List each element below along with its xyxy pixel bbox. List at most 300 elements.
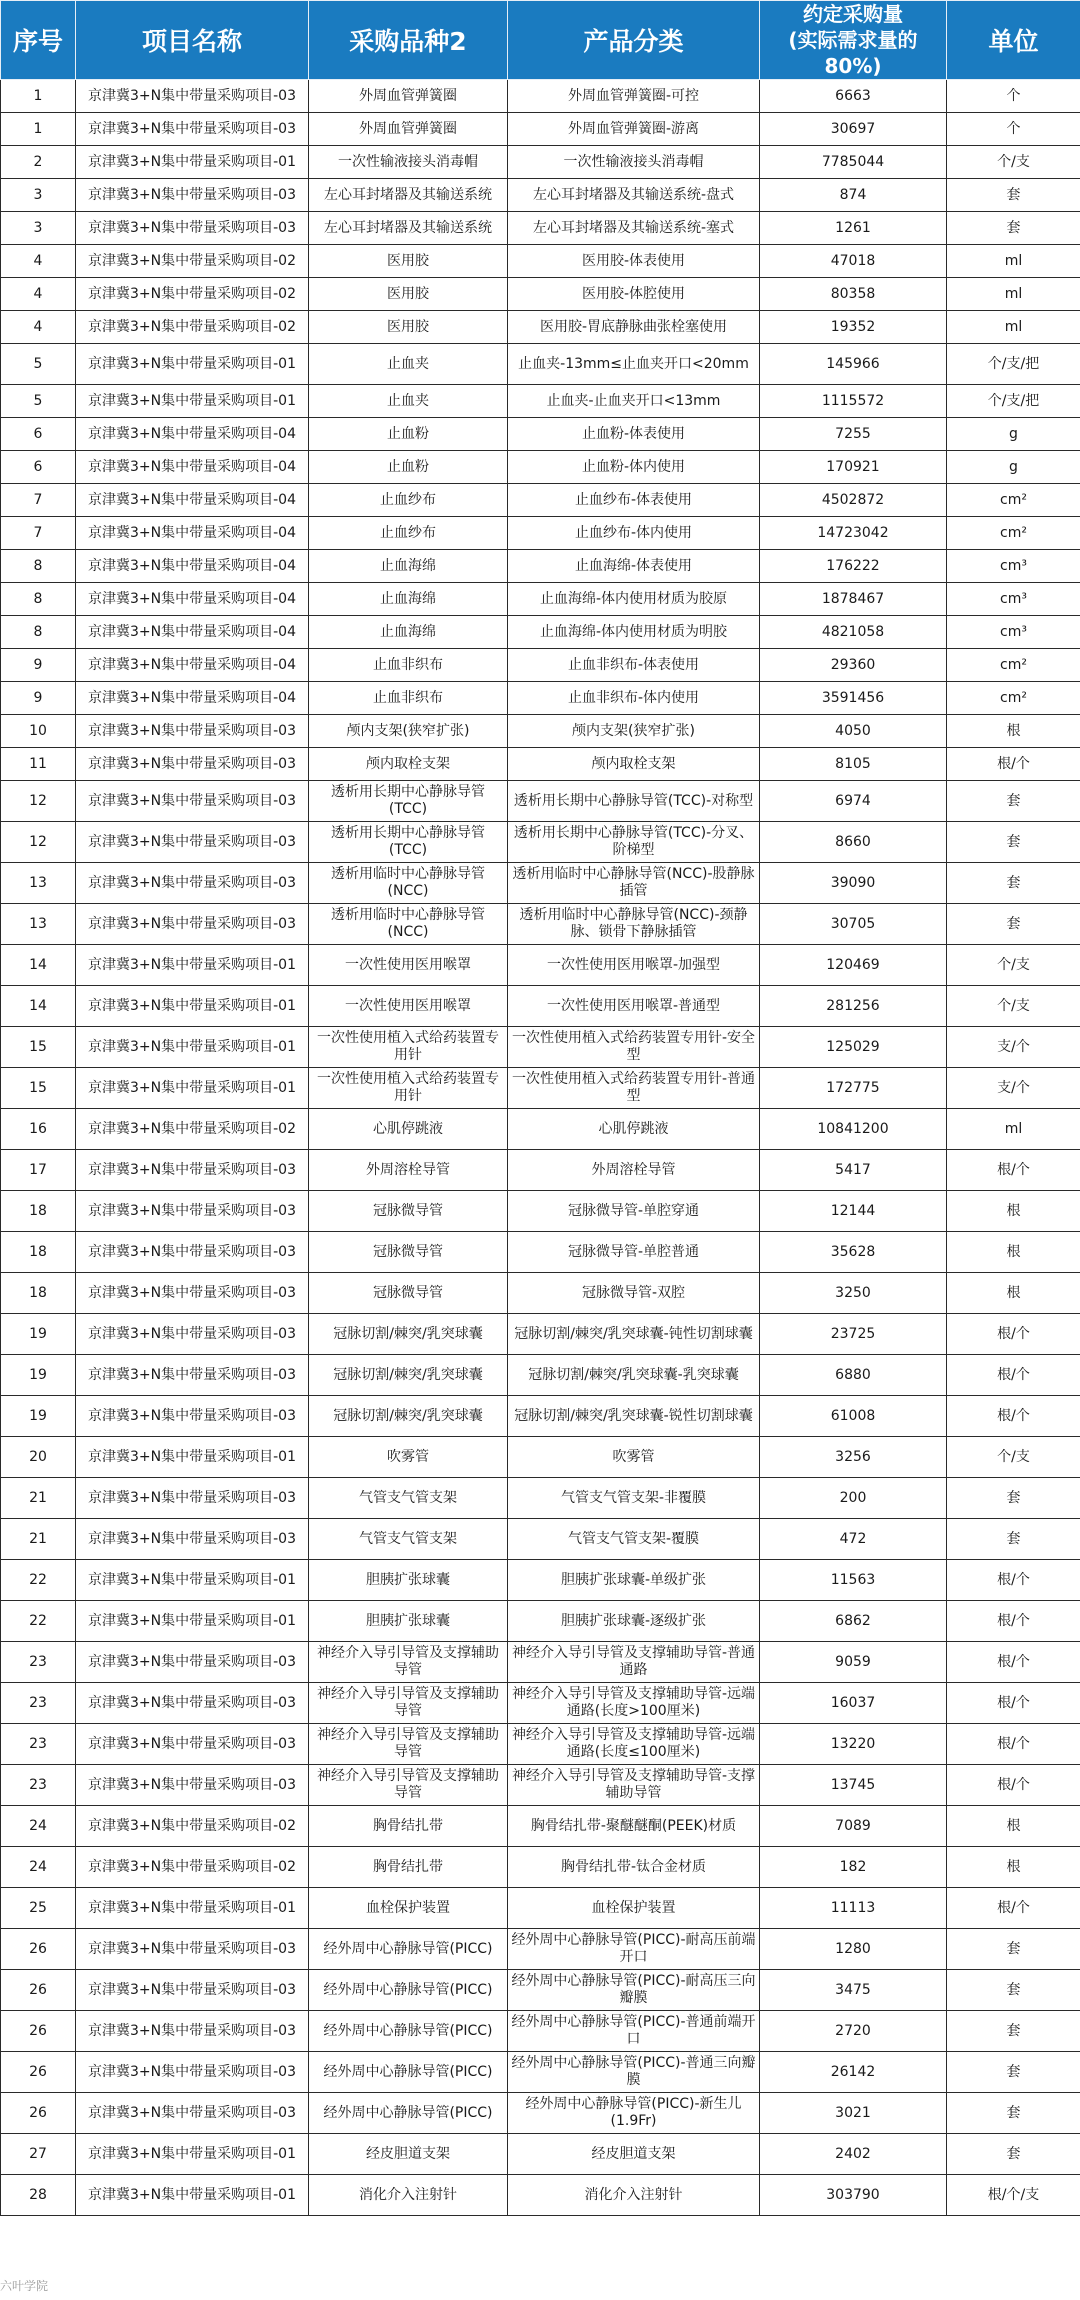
cell-seq: 3: [1, 179, 76, 212]
table-row: [1, 2093, 1080, 2134]
cell-unit: ml: [947, 1109, 1080, 1150]
cell-project: 京津冀3+N集中带量采购项目-03: [76, 748, 309, 781]
cell-seq: 4: [1, 245, 76, 278]
cell-category: 止血海绵-体内使用材质为胶原: [508, 583, 760, 616]
table-row: [1, 2011, 1080, 2052]
cell-quantity: 30705: [760, 904, 947, 945]
cell-category: 一次性使用医用喉罩-普通型: [508, 986, 760, 1027]
cell-project: 京津冀3+N集中带量采购项目-03: [76, 1191, 309, 1232]
cell-seq: 23: [1, 1642, 76, 1683]
cell-quantity: 281256: [760, 986, 947, 1027]
cell-project: 京津冀3+N集中带量采购项目-01: [76, 385, 309, 418]
cell-variety: 止血纱布: [309, 517, 508, 550]
cell-seq: 23: [1, 1765, 76, 1806]
header-category: 产品分类: [508, 1, 760, 80]
cell-seq: 19: [1, 1396, 76, 1437]
cell-category: 左心耳封堵器及其输送系统-盘式: [508, 179, 760, 212]
cell-variety: 颅内取栓支架: [309, 748, 508, 781]
cell-seq: 17: [1, 1150, 76, 1191]
cell-category: 透析用长期中心静脉导管(TCC)-分叉、阶梯型: [508, 822, 760, 863]
cell-quantity: 472: [760, 1519, 947, 1560]
header-row: [1, 1, 1080, 80]
cell-quantity: 7089: [760, 1806, 947, 1847]
cell-unit: 根/个: [947, 1150, 1080, 1191]
cell-variety: 医用胶: [309, 311, 508, 344]
header-seq: 序号: [1, 1, 76, 80]
cell-project: 京津冀3+N集中带量采购项目-04: [76, 484, 309, 517]
cell-variety: 神经介入导引导管及支撑辅助导管: [309, 1683, 508, 1724]
cell-project: 京津冀3+N集中带量采购项目-02: [76, 278, 309, 311]
table-row: [1, 550, 1080, 583]
cell-category: 止血海绵-体表使用: [508, 550, 760, 583]
cell-project: 京津冀3+N集中带量采购项目-01: [76, 344, 309, 385]
cell-variety: 冠脉微导管: [309, 1273, 508, 1314]
cell-seq: 15: [1, 1027, 76, 1068]
cell-unit: cm³: [947, 616, 1080, 649]
cell-project: 京津冀3+N集中带量采购项目-04: [76, 583, 309, 616]
cell-quantity: 11113: [760, 1888, 947, 1929]
table-row: [1, 418, 1080, 451]
table-row: [1, 80, 1080, 113]
cell-category: 经外周中心静脉导管(PICC)-新生儿(1.9Fr): [508, 2093, 760, 2134]
cell-unit: 根: [947, 1191, 1080, 1232]
cell-seq: 14: [1, 986, 76, 1027]
table-row: [1, 1027, 1080, 1068]
cell-quantity: 4821058: [760, 616, 947, 649]
cell-quantity: 39090: [760, 863, 947, 904]
cell-unit: cm²: [947, 484, 1080, 517]
cell-seq: 6: [1, 418, 76, 451]
cell-project: 京津冀3+N集中带量采购项目-03: [76, 212, 309, 245]
cell-project: 京津冀3+N集中带量采购项目-01: [76, 146, 309, 179]
cell-project: 京津冀3+N集中带量采购项目-04: [76, 550, 309, 583]
cell-quantity: 172775: [760, 1068, 947, 1109]
cell-category: 止血非织布-体表使用: [508, 649, 760, 682]
cell-unit: 套: [947, 822, 1080, 863]
cell-project: 京津冀3+N集中带量采购项目-03: [76, 179, 309, 212]
cell-seq: 24: [1, 1806, 76, 1847]
cell-category: 一次性使用植入式给药装置专用针-普通型: [508, 1068, 760, 1109]
cell-unit: ml: [947, 245, 1080, 278]
cell-project: 京津冀3+N集中带量采购项目-03: [76, 1519, 309, 1560]
cell-quantity: 3591456: [760, 682, 947, 715]
watermark: 六叶学院: [0, 2279, 49, 2293]
cell-variety: 一次性使用医用喉罩: [309, 945, 508, 986]
cell-category: 止血粉-体内使用: [508, 451, 760, 484]
cell-category: 透析用临时中心静脉导管(NCC)-颈静脉、锁骨下静脉插管: [508, 904, 760, 945]
cell-variety: 神经介入导引导管及支撑辅助导管: [309, 1642, 508, 1683]
cell-project: 京津冀3+N集中带量采购项目-03: [76, 1683, 309, 1724]
cell-unit: 根/个: [947, 748, 1080, 781]
cell-project: 京津冀3+N集中带量采购项目-01: [76, 986, 309, 1027]
cell-unit: 套: [947, 2134, 1080, 2175]
table-row: [1, 517, 1080, 550]
table-row: [1, 212, 1080, 245]
cell-variety: 透析用临时中心静脉导管(NCC): [309, 863, 508, 904]
cell-category: 血栓保护装置: [508, 1888, 760, 1929]
cell-category: 颅内取栓支架: [508, 748, 760, 781]
cell-seq: 12: [1, 781, 76, 822]
table-row: [1, 1970, 1080, 2011]
cell-variety: 冠脉切割/棘突/乳突球囊: [309, 1355, 508, 1396]
cell-seq: 13: [1, 904, 76, 945]
cell-unit: 套: [947, 2011, 1080, 2052]
cell-unit: 根/个: [947, 1888, 1080, 1929]
cell-project: 京津冀3+N集中带量采购项目-03: [76, 2093, 309, 2134]
table-row: [1, 904, 1080, 945]
cell-seq: 24: [1, 1847, 76, 1888]
cell-quantity: 16037: [760, 1683, 947, 1724]
cell-seq: 28: [1, 2175, 76, 2216]
cell-variety: 气管支气管支架: [309, 1478, 508, 1519]
table-row: [1, 715, 1080, 748]
cell-variety: 左心耳封堵器及其输送系统: [309, 212, 508, 245]
header-unit: 单位: [947, 1, 1080, 80]
cell-variety: 经外周中心静脉导管(PICC): [309, 2093, 508, 2134]
cell-seq: 3: [1, 212, 76, 245]
cell-category: 止血海绵-体内使用材质为明胶: [508, 616, 760, 649]
cell-seq: 26: [1, 2011, 76, 2052]
cell-quantity: 11563: [760, 1560, 947, 1601]
cell-category: 医用胶-胃底静脉曲张栓塞使用: [508, 311, 760, 344]
cell-variety: 透析用临时中心静脉导管(NCC): [309, 904, 508, 945]
cell-quantity: 6880: [760, 1355, 947, 1396]
cell-category: 医用胶-体腔使用: [508, 278, 760, 311]
cell-unit: 个: [947, 80, 1080, 113]
cell-category: 医用胶-体表使用: [508, 245, 760, 278]
cell-variety: 止血非织布: [309, 649, 508, 682]
cell-seq: 2: [1, 146, 76, 179]
cell-seq: 14: [1, 945, 76, 986]
cell-seq: 26: [1, 2052, 76, 2093]
cell-project: 京津冀3+N集中带量采购项目-03: [76, 1396, 309, 1437]
table-row: [1, 1437, 1080, 1478]
cell-variety: 一次性输液接头消毒帽: [309, 146, 508, 179]
table-row: [1, 1724, 1080, 1765]
table-row: [1, 945, 1080, 986]
table-row: [1, 1150, 1080, 1191]
cell-variety: 颅内支架(狭窄扩张): [309, 715, 508, 748]
cell-variety: 神经介入导引导管及支撑辅助导管: [309, 1765, 508, 1806]
table-row: [1, 311, 1080, 344]
table-row: [1, 245, 1080, 278]
cell-quantity: 26142: [760, 2052, 947, 2093]
table-row: [1, 822, 1080, 863]
cell-quantity: 5417: [760, 1150, 947, 1191]
cell-variety: 止血海绵: [309, 616, 508, 649]
cell-unit: 根/个: [947, 1560, 1080, 1601]
cell-seq: 7: [1, 484, 76, 517]
cell-category: 气管支气管支架-覆膜: [508, 1519, 760, 1560]
cell-project: 京津冀3+N集中带量采购项目-04: [76, 418, 309, 451]
cell-quantity: 14723042: [760, 517, 947, 550]
cell-seq: 8: [1, 583, 76, 616]
cell-seq: 4: [1, 278, 76, 311]
cell-unit: 套: [947, 781, 1080, 822]
cell-unit: 根: [947, 1806, 1080, 1847]
cell-category: 胸骨结扎带-钛合金材质: [508, 1847, 760, 1888]
cell-quantity: 1115572: [760, 385, 947, 418]
cell-unit: cm³: [947, 550, 1080, 583]
cell-unit: 根/个: [947, 1396, 1080, 1437]
cell-quantity: 8660: [760, 822, 947, 863]
cell-unit: cm²: [947, 517, 1080, 550]
table-row: [1, 344, 1080, 385]
cell-category: 冠脉微导管-单腔穿通: [508, 1191, 760, 1232]
cell-variety: 胆胰扩张球囊: [309, 1601, 508, 1642]
header-variety: 采购品种2: [309, 1, 508, 80]
cell-unit: 个/支: [947, 1437, 1080, 1478]
cell-variety: 止血非织布: [309, 682, 508, 715]
cell-project: 京津冀3+N集中带量采购项目-03: [76, 113, 309, 146]
cell-category: 经外周中心静脉导管(PICC)-普通前端开口: [508, 2011, 760, 2052]
cell-project: 京津冀3+N集中带量采购项目-03: [76, 1355, 309, 1396]
cell-quantity: 1261: [760, 212, 947, 245]
cell-seq: 23: [1, 1724, 76, 1765]
table-row: [1, 781, 1080, 822]
table-row: [1, 1683, 1080, 1724]
table-row: [1, 1396, 1080, 1437]
cell-unit: 个: [947, 113, 1080, 146]
cell-seq: 21: [1, 1478, 76, 1519]
cell-project: 京津冀3+N集中带量采购项目-01: [76, 1601, 309, 1642]
cell-category: 外周溶栓导管: [508, 1150, 760, 1191]
cell-category: 经皮胆道支架: [508, 2134, 760, 2175]
cell-variety: 医用胶: [309, 278, 508, 311]
cell-unit: g: [947, 451, 1080, 484]
cell-seq: 15: [1, 1068, 76, 1109]
cell-quantity: 23725: [760, 1314, 947, 1355]
cell-project: 京津冀3+N集中带量采购项目-03: [76, 1150, 309, 1191]
cell-variety: 经外周中心静脉导管(PICC): [309, 2011, 508, 2052]
cell-variety: 止血海绵: [309, 550, 508, 583]
cell-seq: 7: [1, 517, 76, 550]
cell-variety: 心肌停跳液: [309, 1109, 508, 1150]
cell-variety: 血栓保护装置: [309, 1888, 508, 1929]
table-row: [1, 2134, 1080, 2175]
cell-variety: 胸骨结扎带: [309, 1806, 508, 1847]
cell-seq: 21: [1, 1519, 76, 1560]
cell-category: 一次性输液接头消毒帽: [508, 146, 760, 179]
cell-category: 神经介入导引导管及支撑辅助导管-远端通路(长度≤100厘米): [508, 1724, 760, 1765]
cell-seq: 23: [1, 1683, 76, 1724]
cell-quantity: 29360: [760, 649, 947, 682]
cell-quantity: 145966: [760, 344, 947, 385]
cell-seq: 10: [1, 715, 76, 748]
cell-unit: ml: [947, 311, 1080, 344]
cell-quantity: 12144: [760, 1191, 947, 1232]
cell-project: 京津冀3+N集中带量采购项目-03: [76, 1642, 309, 1683]
table-row: [1, 649, 1080, 682]
header-project: 项目名称: [76, 1, 309, 80]
table-row: [1, 2052, 1080, 2093]
cell-variety: 止血纱布: [309, 484, 508, 517]
table-row: [1, 1806, 1080, 1847]
cell-quantity: 2720: [760, 2011, 947, 2052]
cell-unit: 套: [947, 2052, 1080, 2093]
table-row: [1, 1191, 1080, 1232]
cell-seq: 1: [1, 113, 76, 146]
cell-project: 京津冀3+N集中带量采购项目-03: [76, 1970, 309, 2011]
cell-unit: 根/个: [947, 1683, 1080, 1724]
cell-project: 京津冀3+N集中带量采购项目-04: [76, 682, 309, 715]
table-row: [1, 1355, 1080, 1396]
cell-unit: 支/个: [947, 1068, 1080, 1109]
cell-unit: 个/支/把: [947, 344, 1080, 385]
cell-unit: 个/支/把: [947, 385, 1080, 418]
cell-project: 京津冀3+N集中带量采购项目-01: [76, 1068, 309, 1109]
cell-seq: 20: [1, 1437, 76, 1478]
cell-variety: 透析用长期中心静脉导管(TCC): [309, 781, 508, 822]
cell-project: 京津冀3+N集中带量采购项目-03: [76, 1929, 309, 1970]
table-row: [1, 1232, 1080, 1273]
table-row: [1, 748, 1080, 781]
table-row: [1, 2175, 1080, 2216]
table-row: [1, 1765, 1080, 1806]
cell-seq: 13: [1, 863, 76, 904]
cell-quantity: 3250: [760, 1273, 947, 1314]
table-row: [1, 616, 1080, 649]
cell-quantity: 1878467: [760, 583, 947, 616]
cell-unit: 套: [947, 1929, 1080, 1970]
cell-variety: 透析用长期中心静脉导管(TCC): [309, 822, 508, 863]
cell-unit: 套: [947, 179, 1080, 212]
cell-seq: 8: [1, 616, 76, 649]
cell-seq: 26: [1, 1929, 76, 1970]
cell-quantity: 7785044: [760, 146, 947, 179]
cell-category: 止血夹-13mm≤止血夹开口<20mm: [508, 344, 760, 385]
cell-project: 京津冀3+N集中带量采购项目-04: [76, 451, 309, 484]
table-row: [1, 1929, 1080, 1970]
table-row: [1, 385, 1080, 418]
cell-project: 京津冀3+N集中带量采购项目-01: [76, 1027, 309, 1068]
cell-unit: 根/个: [947, 1765, 1080, 1806]
cell-project: 京津冀3+N集中带量采购项目-02: [76, 1109, 309, 1150]
cell-quantity: 35628: [760, 1232, 947, 1273]
cell-variety: 外周血管弹簧圈: [309, 80, 508, 113]
cell-category: 外周血管弹簧圈-游离: [508, 113, 760, 146]
cell-variety: 冠脉微导管: [309, 1191, 508, 1232]
table-row: [1, 1642, 1080, 1683]
cell-seq: 1: [1, 80, 76, 113]
cell-variety: 止血粉: [309, 451, 508, 484]
cell-project: 京津冀3+N集中带量采购项目-01: [76, 1560, 309, 1601]
cell-category: 透析用长期中心静脉导管(TCC)-对称型: [508, 781, 760, 822]
cell-category: 神经介入导引导管及支撑辅助导管-普通通路: [508, 1642, 760, 1683]
cell-variety: 一次性使用植入式给药装置专用针: [309, 1068, 508, 1109]
cell-unit: 根: [947, 1273, 1080, 1314]
cell-variety: 气管支气管支架: [309, 1519, 508, 1560]
cell-variety: 胆胰扩张球囊: [309, 1560, 508, 1601]
cell-quantity: 176222: [760, 550, 947, 583]
cell-variety: 冠脉微导管: [309, 1232, 508, 1273]
cell-unit: 套: [947, 1478, 1080, 1519]
cell-project: 京津冀3+N集中带量采购项目-03: [76, 781, 309, 822]
cell-unit: 套: [947, 1519, 1080, 1560]
cell-unit: 根/个: [947, 1355, 1080, 1396]
cell-seq: 16: [1, 1109, 76, 1150]
table-row: [1, 583, 1080, 616]
cell-category: 经外周中心静脉导管(PICC)-耐高压前端开口: [508, 1929, 760, 1970]
cell-seq: 26: [1, 1970, 76, 2011]
cell-project: 京津冀3+N集中带量采购项目-04: [76, 616, 309, 649]
cell-unit: 套: [947, 863, 1080, 904]
cell-quantity: 13745: [760, 1765, 947, 1806]
cell-category: 外周血管弹簧圈-可控: [508, 80, 760, 113]
table-row: [1, 113, 1080, 146]
cell-category: 消化介入注射针: [508, 2175, 760, 2216]
cell-seq: 8: [1, 550, 76, 583]
cell-seq: 6: [1, 451, 76, 484]
cell-quantity: 2402: [760, 2134, 947, 2175]
cell-category: 左心耳封堵器及其输送系统-塞式: [508, 212, 760, 245]
cell-unit: 个/支: [947, 146, 1080, 179]
cell-project: 京津冀3+N集中带量采购项目-04: [76, 649, 309, 682]
cell-unit: 个/支: [947, 986, 1080, 1027]
cell-variety: 经外周中心静脉导管(PICC): [309, 1970, 508, 2011]
cell-variety: 外周溶栓导管: [309, 1150, 508, 1191]
cell-project: 京津冀3+N集中带量采购项目-03: [76, 2052, 309, 2093]
cell-project: 京津冀3+N集中带量采购项目-03: [76, 1765, 309, 1806]
cell-unit: 根/个/支: [947, 2175, 1080, 2216]
cell-unit: ml: [947, 278, 1080, 311]
cell-seq: 5: [1, 385, 76, 418]
cell-quantity: 9059: [760, 1642, 947, 1683]
cell-unit: g: [947, 418, 1080, 451]
cell-seq: 18: [1, 1232, 76, 1273]
cell-variety: 医用胶: [309, 245, 508, 278]
cell-quantity: 30697: [760, 113, 947, 146]
cell-project: 京津冀3+N集中带量采购项目-03: [76, 1273, 309, 1314]
cell-quantity: 303790: [760, 2175, 947, 2216]
cell-seq: 5: [1, 344, 76, 385]
cell-unit: cm²: [947, 682, 1080, 715]
cell-category: 胸骨结扎带-聚醚醚酮(PEEK)材质: [508, 1806, 760, 1847]
cell-variety: 经皮胆道支架: [309, 2134, 508, 2175]
cell-seq: 4: [1, 311, 76, 344]
cell-seq: 18: [1, 1273, 76, 1314]
table-row: [1, 1560, 1080, 1601]
cell-quantity: 6974: [760, 781, 947, 822]
cell-project: 京津冀3+N集中带量采购项目-01: [76, 1888, 309, 1929]
table-row: [1, 484, 1080, 517]
table-row: [1, 1478, 1080, 1519]
cell-project: 京津冀3+N集中带量采购项目-02: [76, 245, 309, 278]
table-body: [1, 80, 1080, 2216]
cell-category: 止血非织布-体内使用: [508, 682, 760, 715]
cell-quantity: 13220: [760, 1724, 947, 1765]
cell-variety: 冠脉切割/棘突/乳突球囊: [309, 1396, 508, 1437]
cell-project: 京津冀3+N集中带量采购项目-03: [76, 1724, 309, 1765]
cell-quantity: 125029: [760, 1027, 947, 1068]
cell-seq: 12: [1, 822, 76, 863]
cell-quantity: 47018: [760, 245, 947, 278]
cell-project: 京津冀3+N集中带量采购项目-03: [76, 2011, 309, 2052]
cell-unit: 套: [947, 904, 1080, 945]
cell-unit: cm²: [947, 649, 1080, 682]
table-row: [1, 1888, 1080, 1929]
cell-project: 京津冀3+N集中带量采购项目-03: [76, 1314, 309, 1355]
cell-project: 京津冀3+N集中带量采购项目-02: [76, 1806, 309, 1847]
cell-category: 止血粉-体表使用: [508, 418, 760, 451]
cell-seq: 25: [1, 1888, 76, 1929]
cell-quantity: 182: [760, 1847, 947, 1888]
cell-category: 止血纱布-体表使用: [508, 484, 760, 517]
table-row: [1, 1109, 1080, 1150]
cell-category: 冠脉切割/棘突/乳突球囊-乳突球囊: [508, 1355, 760, 1396]
cell-project: 京津冀3+N集中带量采购项目-01: [76, 945, 309, 986]
cell-variety: 吹雾管: [309, 1437, 508, 1478]
